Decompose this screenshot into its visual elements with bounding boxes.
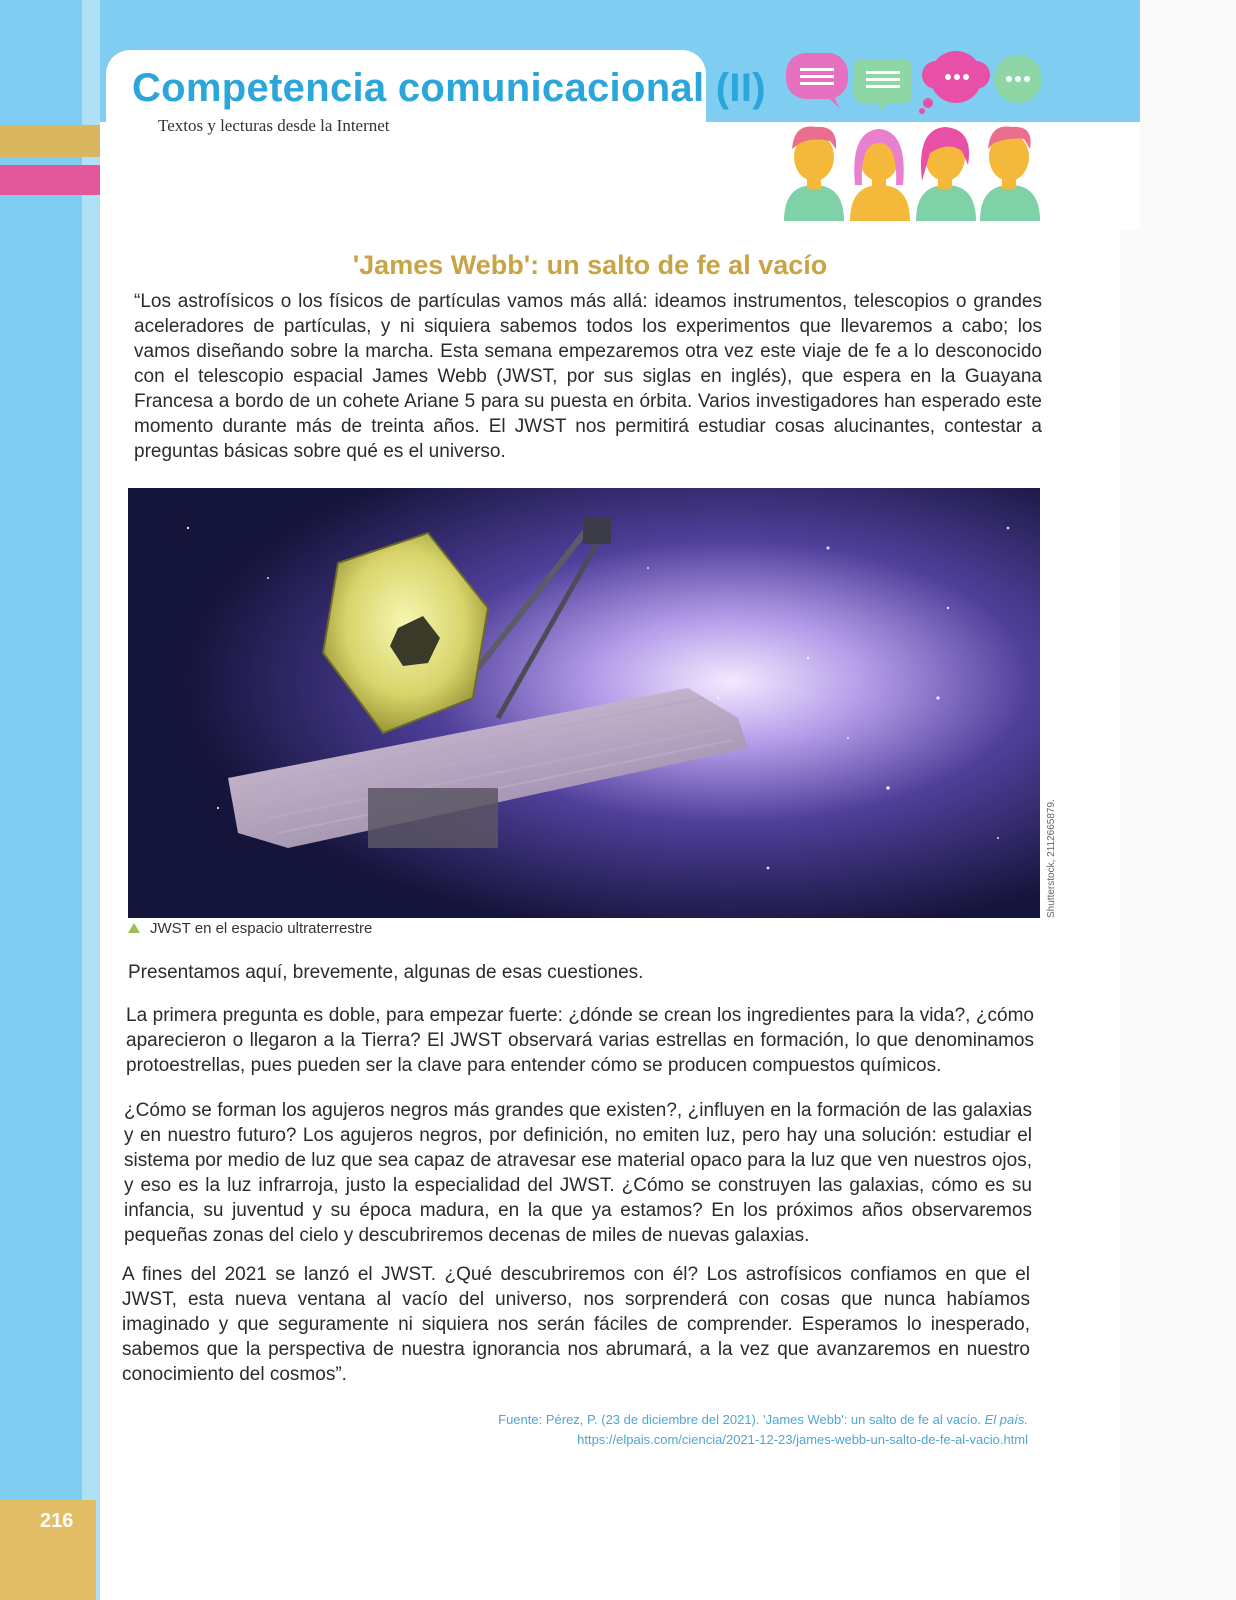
body-paragraph-1: Presentamos aquí, brevemente, algunas de esas cuestiones. [128,962,644,983]
people-speech-illustration [780,45,1050,225]
body-paragraph-4: A fines del 2021 se lanzó el JWST. ¿Qué descubriremos con él? Los astrofísicos confiamos en que el JWST, esta nueva ventana al vacío del universo, nos sorprenderá con cosas que nunca habíamos imaginado y que seguramente ni siquiera nos serán fáciles de comprender. Esperamos lo inesperado, sabemos que la perspectiva de nuestra ignorancia nos abrumará, a la vez que avanzaremos en nuestro conocimiento del cosmos”. [122,1264,1030,1385]
source-publication: El país. [984,1412,1028,1427]
section-title: Competencia comunicacional (II) [132,66,766,110]
caption-triangle-icon [128,923,140,933]
photo-credit: Shutterstock, 2112665879. [1046,799,1057,918]
body-paragraph-2: La primera pregunta es doble, para empezar fuerte: ¿dónde se crean los ingredientes para la vida?, ¿cómo aparecieron o llegaron a la Tierra? El JWST observará varias estrellas en formación, lo que denominamos protoestrellas, pues pueden ser la clave para entender cómo se producen compuestos químicos. [126,1005,1034,1076]
figure-caption: JWST en el espacio ultraterrestre [150,919,373,937]
speech-bubble-icon [994,55,1042,103]
speech-bubble-icon [854,59,912,111]
page-edge [1120,0,1236,1600]
speech-bubble-icon [919,51,990,114]
page-number: 216 [40,1510,74,1532]
source-url: https://elpais.com/ciencia/2021-12-23/james-webb-un-salto-de-fe-al-vacio.html [577,1432,1028,1447]
source-citation [498,1410,1028,1450]
source-reference: Fuente: Pérez, P. (23 de diciembre del 2021). 'James Webb': un salto de fe al vacío. [498,1412,982,1427]
left-margin-inner-band [82,0,100,1600]
people-icon [784,126,1040,221]
speech-bubble-icon [786,53,848,109]
article-intro-paragraph: “Los astrofísicos o los físicos de partículas vamos más allá: ideamos instrumentos, telescopios o grandes aceleradores de partículas, y ni siquiera sabemos todos los experimentos que llevaremos a cabo; los vamos diseñando sobre la marcha. Esta semana empezaremos otra vez este viaje de fe a lo desconocido con el telescopio espacial James Webb (JWST, por sus siglas en inglés), que espera en la Guayana Francesa a bordo de un cohete Ariane 5 para su puesta en órbita. Varios investigadores han esperado este momento durante más de treinta años. El JWST nos permitirá estudiar cosas alucinantes, contestar a preguntas básicas sobre qué es el universo. [134,291,1042,462]
margin-stripe-gold [0,125,100,157]
margin-stripe-pink [0,165,100,195]
article-title: 'James Webb': un salto de fe al vacío [352,250,828,280]
figure-caption-row [128,918,372,938]
body-paragraph-3: ¿Cómo se forman los agujeros negros más grandes que existen?, ¿influyen en la formación de las galaxias y en nuestro futuro? Los agujeros negros, por definición, no emiten luz, pero hay una solución: estudiar el sistema por medio de luz que sea capaz de atravesar ese material opaco para la luz que ven nuestros ojos, y eso es la luz infrarroja, justo la especialidad del JWST. ¿Cómo se construyen las galaxias, cómo es su infancia, su juventud y su época madura, en la que ya estamos? En los próximos años observaremos pequeñas zonas del cielo y descubriremos decenas de miles de nuevas galaxias. [124,1100,1032,1246]
left-margin-band [0,0,82,1600]
jwst-photo [128,488,1040,918]
section-subtitle: Textos y lecturas desde la Internet [158,116,390,135]
